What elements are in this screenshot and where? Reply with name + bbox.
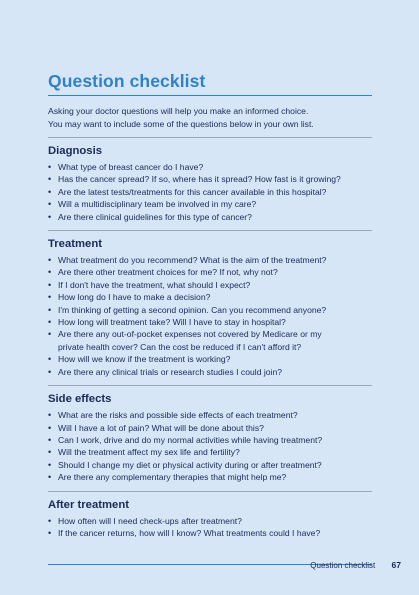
question-item [48, 186, 372, 198]
question-text: If I don't have the treatment, what should I expect? [58, 279, 251, 290]
question-text-line: private health cover? Can the cost be reduced if I can't afford it? [58, 341, 302, 352]
question-text: How often will I need check-ups after treatment? [58, 515, 242, 526]
bullet-icon: • [48, 317, 52, 328]
question-text: Will a multidisciplinary team be involved in my care? [58, 199, 257, 210]
question-list [48, 254, 372, 378]
question-item [48, 422, 372, 434]
bullet-icon: • [48, 459, 52, 470]
bullet-icon: • [48, 279, 52, 290]
question-item [48, 161, 372, 173]
checklist-section [48, 138, 372, 230]
question-text: Are the latest tests/treatments for this cancer available in this hospital? [58, 186, 327, 197]
checklist-section [48, 386, 372, 490]
bullet-icon: • [48, 211, 52, 222]
page-number: 67 [391, 560, 401, 570]
bullet-icon: • [48, 255, 52, 266]
question-item [48, 459, 372, 471]
question-list [48, 409, 372, 483]
question-text: Will I have a lot of pain? What will be done about this? [58, 422, 264, 433]
question-item [48, 328, 372, 353]
question-text: Are there clinical guidelines for this type of cancer? [58, 211, 252, 222]
bullet-icon: • [48, 199, 52, 210]
intro-line: Asking your doctor questions will help you make an informed choice. [48, 106, 309, 116]
intro-text [48, 105, 372, 130]
bullet-icon: • [48, 354, 52, 365]
question-item [48, 353, 372, 365]
footer-label: Question checklist [310, 561, 376, 570]
question-item [48, 266, 372, 278]
question-item [48, 198, 372, 210]
question-item [48, 279, 372, 291]
section-heading: Side effects [48, 393, 112, 406]
bullet-icon: • [48, 329, 52, 340]
question-text: Are there any complementary therapies that might help me? [58, 472, 287, 483]
bullet-icon: • [48, 422, 52, 433]
bullet-icon: • [48, 515, 52, 526]
question-text: What treatment do you recommend? What is the aim of the treatment? [58, 255, 327, 266]
question-text: Has the cancer spread? If so, where has it spread? How fast is it growing? [58, 174, 341, 185]
question-item [48, 409, 372, 421]
question-text: Will the treatment affect my sex life and fertility? [58, 447, 240, 458]
page-title: Question checklist [48, 71, 206, 91]
question-text: If the cancer returns, how will I know? What treatments could I have? [58, 527, 321, 538]
question-item [48, 316, 372, 328]
question-text: What type of breast cancer do I have? [58, 162, 204, 172]
question-list [48, 515, 372, 540]
question-item [48, 434, 372, 446]
question-item [48, 527, 372, 539]
question-item [48, 211, 372, 223]
checklist-section [48, 492, 372, 547]
question-text: How long do I have to make a decision? [58, 292, 211, 303]
page-footer [310, 560, 401, 570]
bullet-icon: • [48, 472, 52, 483]
question-item [48, 366, 372, 378]
question-item [48, 471, 372, 483]
bullet-icon: • [48, 304, 52, 315]
section-heading: After treatment [48, 498, 129, 511]
question-text: How long will treatment take? Will I have to stay in hospital? [58, 317, 286, 328]
checklist-section [48, 231, 372, 385]
question-text-line: Are there any out-of-pocket expenses not covered by Medicare or my [58, 329, 322, 340]
bullet-icon: • [48, 527, 52, 538]
question-item [48, 515, 372, 527]
section-heading: Treatment [48, 238, 102, 251]
bullet-icon: • [48, 366, 52, 377]
bullet-icon: • [48, 447, 52, 458]
page-content [48, 70, 372, 565]
bullet-icon: • [48, 174, 52, 185]
intro-line: You may want to include some of the questions below in your own list. [48, 118, 314, 129]
bullet-icon: • [48, 267, 52, 278]
bullet-icon: • [48, 410, 52, 421]
question-item [48, 254, 372, 266]
question-text: Should I change my diet or physical activity during or after treatment? [58, 459, 322, 470]
question-text: I'm thinking of getting a second opinion. Can you recommend anyone? [58, 304, 327, 315]
question-item [48, 173, 372, 185]
bullet-icon: • [48, 162, 52, 172]
question-text: What are the risks and possible side effects of each treatment? [58, 410, 298, 421]
question-item [48, 446, 372, 458]
question-list [48, 161, 372, 223]
checklist-sections [48, 137, 372, 546]
question-text: How will we know if the treatment is working? [58, 354, 231, 365]
question-text: Can I work, drive and do my normal activities while having treatment? [58, 434, 323, 445]
bullet-icon: • [48, 434, 52, 445]
bullet-icon: • [48, 186, 52, 197]
section-heading: Diagnosis [48, 145, 102, 157]
question-text: Are there other treatment choices for me? If not, why not? [58, 267, 278, 278]
title-divider [48, 95, 372, 96]
question-item [48, 304, 372, 316]
question-text: Are there any clinical trials or research studies I could join? [58, 366, 283, 377]
question-item [48, 291, 372, 303]
bullet-icon: • [48, 292, 52, 303]
